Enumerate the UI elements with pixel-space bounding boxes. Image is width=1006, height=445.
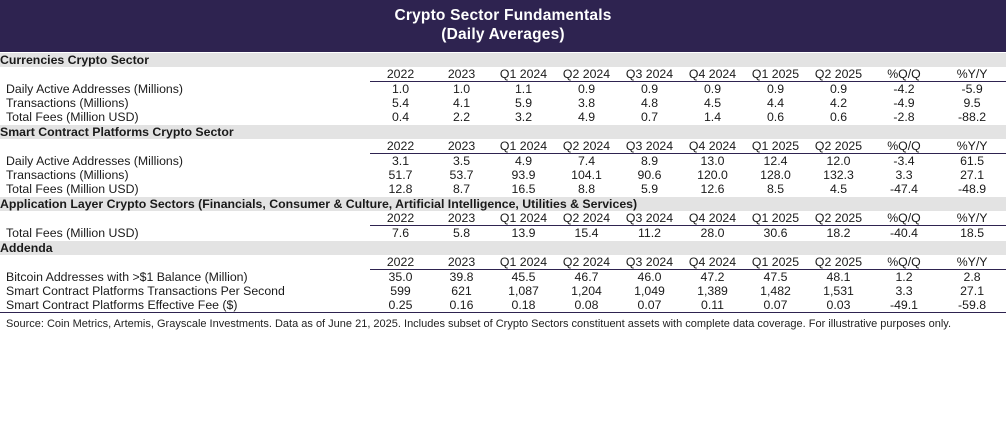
data-cell: 621 [451,283,472,298]
data-cell: 1,049 [634,283,665,298]
data-cell: 11.2 [637,225,662,240]
column-header: 2022 [370,139,431,154]
data-cell: -40.4 [889,225,919,240]
column-header: Q4 2024 [681,139,744,154]
data-cell: 0.03 [826,297,851,312]
data-cell: 4.5 [703,95,722,110]
data-cell: 27.1 [960,283,985,298]
column-header: Q2 2025 [807,211,870,226]
data-cell: 3.1 [391,153,410,168]
data-cell: 13.9 [511,225,536,240]
data-cell: 1,087 [508,283,539,298]
row-label: Bitcoin Addresses with >$1 Balance (Million) [6,269,248,284]
data-cell: 0.07 [763,297,788,312]
column-header: Q2 2024 [555,211,618,226]
column-header: %Y/Y [938,139,1006,154]
data-cell: -59.8 [958,297,987,312]
column-header-row [0,139,1006,154]
column-header: Q2 2024 [555,139,618,154]
data-cell: 4.1 [452,95,471,110]
column-header: Q4 2024 [681,211,744,226]
data-cell: 0.7 [640,109,659,124]
data-cell: 35.0 [388,269,413,284]
column-header: %Q/Q [870,211,938,226]
data-cell: 9.5 [963,95,981,110]
fundamentals-grid [0,52,1006,312]
data-cell: 53.7 [449,167,474,182]
column-header-row [0,211,1006,226]
data-cell: 16.5 [511,181,536,196]
section-heading: Addenda [0,240,1006,255]
data-cell: 3.8 [577,95,596,110]
column-header: %Q/Q [870,67,938,82]
data-cell: 0.11 [700,297,725,312]
data-cell: 93.9 [511,167,536,182]
data-cell: -49.1 [889,297,919,312]
column-header: Q1 2024 [492,211,555,226]
data-cell: 0.6 [766,109,785,124]
data-cell: 104.1 [571,167,602,182]
data-cell: 8.5 [766,181,785,196]
column-header: Q2 2025 [807,139,870,154]
section-heading: Application Layer Crypto Sectors (Financials, Consumer & Culture, Artificial Intelligence, Utilities & Services) [0,196,1006,211]
data-cell: 48.1 [826,269,851,284]
data-cell: 4.5 [829,181,848,196]
data-cell: 3.2 [514,109,533,124]
data-cell: 3.5 [452,153,471,168]
column-header: Q3 2024 [618,67,681,82]
data-cell: 45.5 [511,269,536,284]
data-cell: 5.4 [391,95,410,110]
data-cell: 120.0 [697,167,728,182]
section-heading-row [0,52,1006,67]
column-header: %Q/Q [870,255,938,270]
data-cell: 5.8 [452,225,471,240]
data-cell: 0.18 [511,297,536,312]
data-cell: -47.4 [889,181,919,196]
table-row [0,225,1006,240]
section-heading: Currencies Crypto Sector [0,52,1006,67]
data-cell: 0.25 [388,297,413,312]
header-spacer [0,255,370,270]
column-header: Q1 2024 [492,67,555,82]
data-cell: 47.2 [700,269,725,284]
row-label: Total Fees (Million USD) [6,181,139,196]
table-row [0,110,1006,125]
data-cell: 39.8 [449,269,474,284]
data-cell: 8.7 [452,181,471,196]
data-cell: 0.08 [574,297,599,312]
data-cell: 1.1 [514,81,533,96]
data-cell: 3.3 [895,167,913,182]
data-cell: 3.3 [895,283,913,298]
column-header: %Y/Y [938,255,1006,270]
column-header: Q1 2025 [744,139,807,154]
column-header: Q3 2024 [618,139,681,154]
column-header: %Y/Y [938,211,1006,226]
column-header: Q2 2024 [555,255,618,270]
data-cell: 30.6 [763,225,788,240]
data-cell: 27.1 [960,167,985,182]
section-heading-row [0,240,1006,255]
data-cell: 47.5 [763,269,788,284]
data-cell: 4.4 [766,95,785,110]
column-header: Q2 2025 [807,255,870,270]
data-cell: 0.4 [391,109,410,124]
data-cell: 12.6 [700,181,725,196]
column-header: Q1 2025 [744,67,807,82]
data-cell: 0.9 [829,81,848,96]
data-cell: 12.0 [826,153,851,168]
data-cell: 28.0 [700,225,725,240]
row-label: Smart Contract Platforms Transactions Per Second [6,283,285,298]
row-label: Daily Active Addresses (Millions) [6,81,183,96]
column-header: Q3 2024 [618,255,681,270]
data-cell: 2.8 [963,269,981,284]
data-cell: 13.0 [700,153,725,168]
column-header: Q1 2024 [492,139,555,154]
data-cell: 4.9 [577,109,596,124]
data-cell: 0.9 [640,81,659,96]
section-heading-row [0,124,1006,139]
data-cell: 18.5 [960,225,985,240]
data-cell: 1,204 [571,283,602,298]
data-cell: 5.9 [514,95,533,110]
data-cell: 1,482 [760,283,791,298]
column-header: Q1 2025 [744,255,807,270]
data-cell: 0.6 [829,109,848,124]
data-cell: 0.9 [703,81,722,96]
data-cell: -2.8 [893,109,915,124]
column-header: 2023 [431,255,492,270]
column-header: %Y/Y [938,67,1006,82]
data-cell: 128.0 [760,167,791,182]
data-cell: -88.2 [958,109,987,124]
data-cell: 4.2 [829,95,848,110]
data-cell: 0.16 [449,297,474,312]
table-row [0,168,1006,182]
section-heading-row [0,196,1006,211]
data-cell: 51.7 [388,167,413,182]
table-row [0,96,1006,110]
data-cell: 7.4 [577,153,596,168]
data-cell: 4.8 [640,95,659,110]
data-cell: 132.3 [823,167,854,182]
column-header: 2022 [370,255,431,270]
data-cell: 1.0 [391,81,410,96]
title-line-2: (Daily Averages) [441,26,565,44]
data-cell: 46.0 [637,269,662,284]
data-cell: 46.7 [574,269,599,284]
data-cell: 15.4 [574,225,599,240]
column-header: Q1 2024 [492,255,555,270]
table-row [0,269,1006,284]
data-cell: 12.8 [388,181,413,196]
data-cell: 1.2 [895,269,913,284]
column-header-row [0,255,1006,270]
table-row [0,182,1006,197]
data-cell: 4.9 [514,153,533,168]
title-line-1: Crypto Sector Fundamentals [394,7,612,24]
data-cell: 12.4 [763,153,788,168]
header-spacer [0,67,370,82]
page-title [0,0,1006,52]
column-header: 2023 [431,139,492,154]
data-cell: 5.9 [640,181,659,196]
data-cell: -4.2 [893,81,915,96]
row-label: Smart Contract Platforms Effective Fee ($) [6,297,238,312]
data-cell: -4.9 [893,95,915,110]
table-row [0,298,1006,312]
header-spacer [0,139,370,154]
data-cell: -3.4 [893,153,915,168]
column-header: 2022 [370,211,431,226]
column-header: 2022 [370,67,431,82]
data-cell: 61.5 [960,153,985,168]
table-row [0,284,1006,298]
row-label: Total Fees (Million USD) [6,225,139,240]
table-row [0,81,1006,96]
data-cell: 18.2 [826,225,851,240]
data-cell: 1,531 [823,283,854,298]
column-header: Q1 2025 [744,211,807,226]
data-cell: 0.9 [577,81,596,96]
row-label: Transactions (Millions) [6,167,129,182]
source-note: Source: Coin Metrics, Artemis, Grayscale Investments. Data as of June 21, 2025. Includes subset of Crypto Sectors constituent assets with complete data coverage. For illustrative purposes only. [0,312,1006,332]
data-cell: -48.9 [958,181,987,196]
row-label: Daily Active Addresses (Millions) [6,153,183,168]
data-cell: 7.6 [391,225,410,240]
column-header: Q3 2024 [618,211,681,226]
column-header: Q2 2024 [555,67,618,82]
column-header: Q4 2024 [681,67,744,82]
data-cell: 8.8 [577,181,596,196]
column-header: 2023 [431,67,492,82]
data-cell: -5.9 [961,81,983,96]
data-cell: 1.4 [703,109,722,124]
table-row [0,153,1006,168]
data-cell: 599 [390,283,411,298]
column-header: 2023 [431,211,492,226]
data-cell: 90.6 [637,167,662,182]
column-header: Q4 2024 [681,255,744,270]
data-cell: 2.2 [452,109,471,124]
data-cell: 0.07 [637,297,662,312]
section-heading: Smart Contract Platforms Crypto Sector [0,124,1006,139]
data-cell: 1.0 [452,81,471,96]
data-cell: 1,389 [697,283,728,298]
data-cell: 8.9 [640,153,659,168]
row-label: Transactions (Millions) [6,95,129,110]
column-header-row [0,67,1006,82]
column-header: Q2 2025 [807,67,870,82]
header-spacer [0,211,370,226]
row-label: Total Fees (Million USD) [6,109,139,124]
column-header: %Q/Q [870,139,938,154]
data-cell: 0.9 [766,81,785,96]
